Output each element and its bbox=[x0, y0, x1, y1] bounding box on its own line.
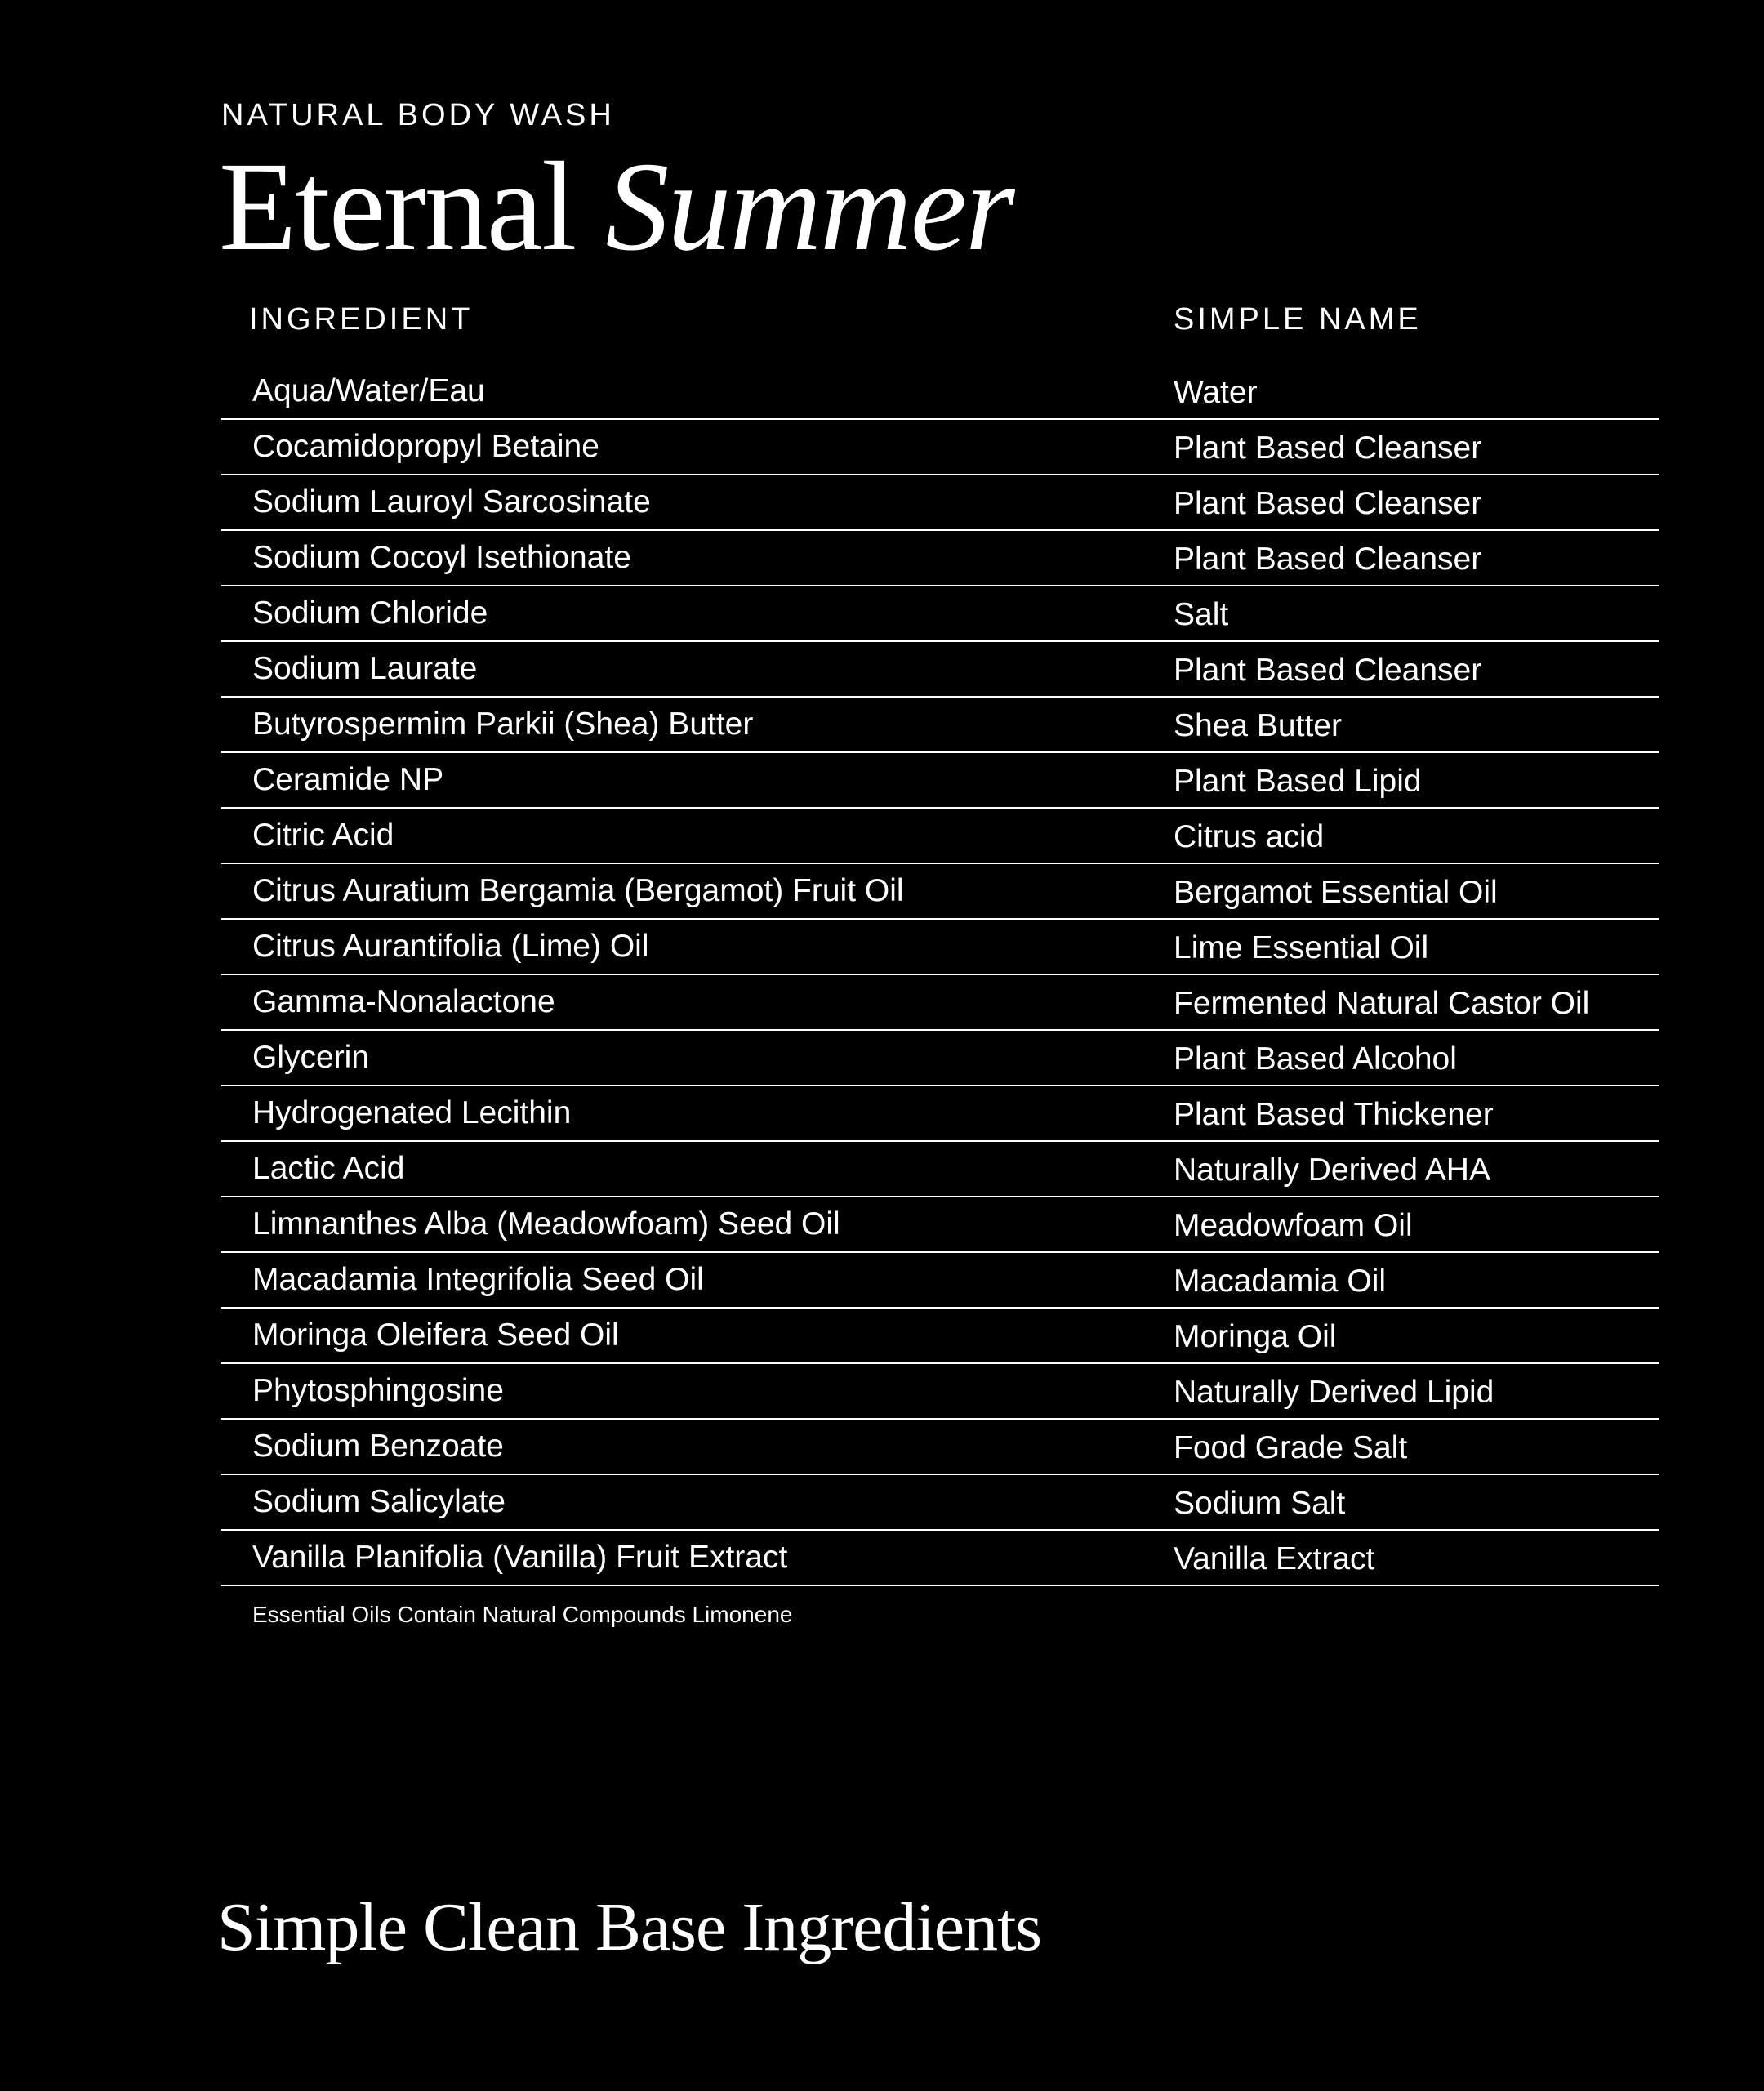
ingredient-cell: Lactic Acid bbox=[252, 1151, 405, 1186]
ingredient-table bbox=[221, 364, 1659, 1586]
ingredient-cell: Moringa Oleifera Seed Oil bbox=[252, 1317, 619, 1353]
simple-name-cell: Meadowfoam Oil bbox=[1174, 1208, 1413, 1243]
ingredient-cell: Phytosphingosine bbox=[252, 1373, 504, 1408]
ingredient-cell: Aqua/Water/Eau bbox=[252, 373, 485, 408]
table-row bbox=[221, 1197, 1659, 1253]
simple-name-cell: Plant Based Alcohol bbox=[1174, 1041, 1457, 1077]
ingredient-cell: Limnanthes Alba (Meadowfoam) Seed Oil bbox=[252, 1206, 840, 1242]
simple-name-cell: Sodium Salt bbox=[1174, 1486, 1346, 1521]
table-row bbox=[221, 1253, 1659, 1309]
ingredient-cell: Vanilla Planifolia (Vanilla) Fruit Extract bbox=[252, 1540, 788, 1575]
ingredient-cell: Macadamia Integrifolia Seed Oil bbox=[252, 1262, 704, 1297]
simple-name-cell: Plant Based Cleanser bbox=[1174, 542, 1482, 577]
header-simple-name: SIMPLE NAME bbox=[1174, 302, 1422, 337]
table-row bbox=[221, 920, 1659, 975]
simple-name-cell: Plant Based Cleanser bbox=[1174, 486, 1482, 521]
table-row bbox=[221, 1531, 1659, 1586]
product-title bbox=[219, 137, 1013, 276]
simple-name-cell: Citrus acid bbox=[1174, 819, 1325, 854]
table-row bbox=[221, 975, 1659, 1031]
header-ingredient: INGREDIENT bbox=[249, 302, 474, 337]
product-name-italic: Summer bbox=[605, 136, 1013, 277]
ingredient-cell: Ceramide NP bbox=[252, 762, 444, 797]
ingredient-cell: Sodium Salicylate bbox=[252, 1484, 506, 1519]
table-row bbox=[221, 420, 1659, 475]
ingredient-cell: Sodium Cocoyl Isethionate bbox=[252, 540, 631, 575]
ingredient-cell: Sodium Benzoate bbox=[252, 1429, 504, 1464]
ingredient-cell: Cocamidopropyl Betaine bbox=[252, 429, 599, 464]
table-row bbox=[221, 1420, 1659, 1475]
simple-name-cell: Shea Butter bbox=[1174, 708, 1342, 743]
simple-name-cell: Bergamot Essential Oil bbox=[1174, 875, 1498, 910]
simple-name-cell: Fermented Natural Castor Oil bbox=[1174, 986, 1590, 1021]
simple-name-cell: Vanilla Extract bbox=[1174, 1541, 1375, 1576]
ingredient-cell: Butyrospermim Parkii (Shea) Butter bbox=[252, 707, 754, 742]
simple-name-cell: Lime Essential Oil bbox=[1174, 930, 1429, 965]
simple-name-cell: Moringa Oil bbox=[1174, 1319, 1337, 1354]
table-row bbox=[221, 586, 1659, 642]
ingredient-cell: Glycerin bbox=[252, 1040, 370, 1075]
product-category: NATURAL BODY WASH bbox=[221, 98, 615, 132]
ingredient-cell: Citrus Auratium Bergamia (Bergamot) Fruit Oil bbox=[252, 873, 904, 908]
product-name-regular: Eternal bbox=[219, 136, 576, 277]
ingredient-cell: Sodium Laurate bbox=[252, 651, 478, 686]
simple-name-cell: Naturally Derived AHA bbox=[1174, 1153, 1490, 1188]
table-row bbox=[221, 1364, 1659, 1420]
table-row bbox=[221, 1031, 1659, 1086]
table-row bbox=[221, 1475, 1659, 1531]
table-row bbox=[221, 475, 1659, 531]
table-row bbox=[221, 1142, 1659, 1197]
simple-name-cell: Plant Based Cleanser bbox=[1174, 430, 1482, 466]
ingredient-cell: Citric Acid bbox=[252, 818, 394, 853]
footnote: Essential Oils Contain Natural Compounds Limonene bbox=[252, 1602, 793, 1627]
ingredient-cell: Hydrogenated Lecithin bbox=[252, 1095, 572, 1130]
simple-name-cell: Plant Based Cleanser bbox=[1174, 653, 1482, 688]
ingredient-cell: Citrus Aurantifolia (Lime) Oil bbox=[252, 929, 649, 964]
table-row bbox=[221, 753, 1659, 809]
simple-name-cell: Salt bbox=[1174, 597, 1229, 632]
simple-name-cell: Water bbox=[1174, 375, 1258, 410]
table-row bbox=[221, 1309, 1659, 1364]
table-row bbox=[221, 1086, 1659, 1142]
ingredient-cell: Gamma-Nonalactone bbox=[252, 984, 555, 1019]
ingredient-cell: Sodium Chloride bbox=[252, 595, 488, 631]
table-row bbox=[221, 809, 1659, 864]
simple-name-cell: Plant Based Lipid bbox=[1174, 764, 1422, 799]
simple-name-cell: Naturally Derived Lipid bbox=[1174, 1375, 1494, 1410]
table-row bbox=[221, 642, 1659, 698]
table-row bbox=[221, 531, 1659, 586]
table-row bbox=[221, 364, 1659, 420]
simple-name-cell: Macadamia Oil bbox=[1174, 1264, 1387, 1299]
table-row bbox=[221, 698, 1659, 753]
tagline: Simple Clean Base Ingredients bbox=[217, 1889, 1042, 1965]
simple-name-cell: Food Grade Salt bbox=[1174, 1430, 1408, 1465]
ingredient-cell: Sodium Lauroyl Sarcosinate bbox=[252, 484, 651, 519]
simple-name-cell: Plant Based Thickener bbox=[1174, 1097, 1494, 1132]
table-row bbox=[221, 864, 1659, 920]
